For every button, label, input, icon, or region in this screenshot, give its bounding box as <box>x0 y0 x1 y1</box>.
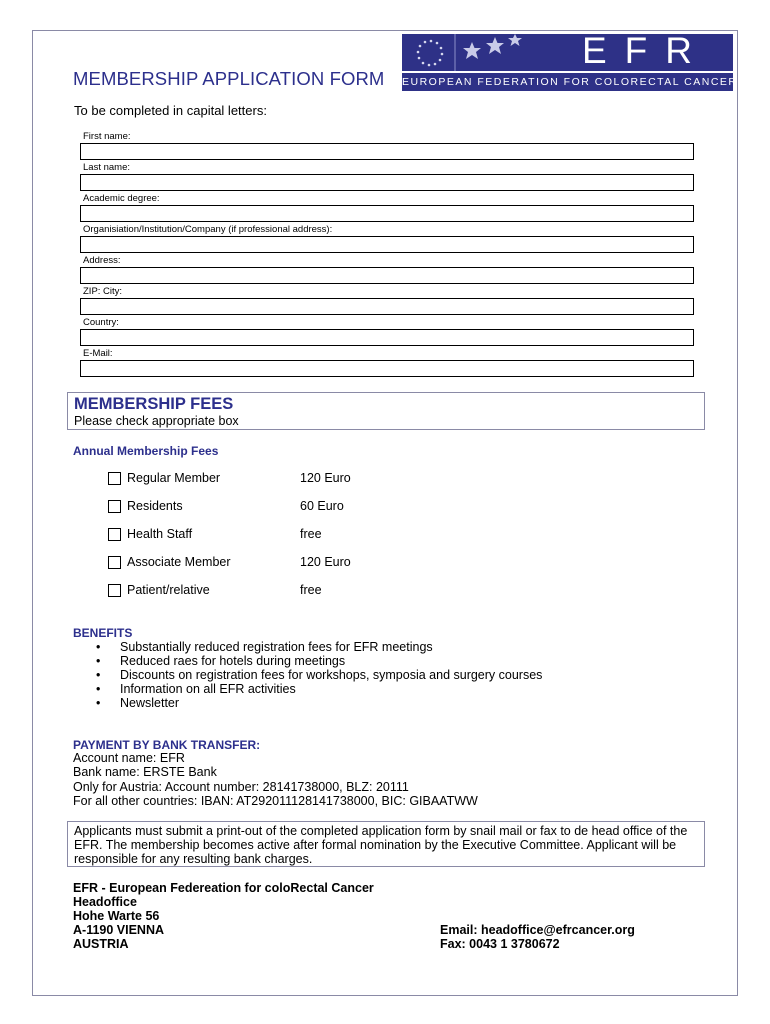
fee-option-price: free <box>300 527 322 541</box>
field-label: ZIP: City: <box>83 286 123 297</box>
membership-fees-header <box>67 392 705 430</box>
bullet-icon: • <box>96 682 101 696</box>
regular-member-checkbox[interactable] <box>108 472 121 485</box>
organisation-field <box>80 223 696 254</box>
head-office-address <box>73 881 374 951</box>
field-label: E-Mail: <box>83 348 113 359</box>
payment-line: Only for Austria: Account number: 28141738000, BLZ: 20111 <box>73 779 409 794</box>
fees-subtitle: Please check appropriate box <box>74 414 239 428</box>
bullet-icon: • <box>96 640 101 654</box>
fee-option-price: 120 Euro <box>300 471 351 485</box>
logo-subtitle: EUROPEAN FEDERATION FOR COLORECTAL CANCER <box>402 73 733 91</box>
address-line: EFR - European Federeation for coloRectal Cancer <box>73 881 374 895</box>
bullet-icon: • <box>96 654 101 668</box>
benefits-heading: BENEFITS <box>73 626 133 640</box>
email-input[interactable] <box>80 360 694 377</box>
address-line: Hohe Warte 56 <box>73 909 160 923</box>
country-field <box>80 316 696 347</box>
contact-info <box>440 923 635 951</box>
logo-letters: EFR <box>582 30 710 71</box>
fee-option-price: 120 Euro <box>300 555 351 569</box>
organisation-input[interactable] <box>80 236 694 253</box>
bullet-icon: • <box>96 696 101 710</box>
fee-option-name: Health Staff <box>127 527 193 541</box>
payment-line: Account name: EFR <box>73 751 185 765</box>
benefit-text: Newsletter <box>120 696 180 710</box>
logo-banner <box>402 30 733 71</box>
last-name-field <box>80 161 696 192</box>
benefit-text: Discounts on registration fees for workshops, symposia and surgery courses <box>120 668 543 682</box>
field-label: Last name: <box>83 162 130 173</box>
bullet-icon: • <box>96 668 101 682</box>
field-label: Academic degree: <box>83 193 160 204</box>
academic-degree-input[interactable] <box>80 205 694 222</box>
benefit-text: Reduced raes for hotels during meetings <box>120 654 346 668</box>
address-field <box>80 254 696 285</box>
page-title: MEMBERSHIP APPLICATION FORM <box>73 68 385 89</box>
benefits-list <box>96 640 542 710</box>
contact-email: Email: headoffice@efrcancer.org <box>440 923 635 937</box>
patient-relative-checkbox[interactable] <box>108 584 121 597</box>
fees-title: MEMBERSHIP FEES <box>74 395 234 413</box>
fee-option-price: free <box>300 583 322 597</box>
last-name-input[interactable] <box>80 174 694 191</box>
efr-logo <box>402 30 738 91</box>
country-input[interactable] <box>80 329 694 346</box>
benefit-text: Substantially reduced registration fees for EFR meetings <box>120 640 433 654</box>
residents-checkbox[interactable] <box>108 500 121 513</box>
field-label: First name: <box>83 131 131 142</box>
payment-details <box>73 751 478 808</box>
fee-option-name: Residents <box>127 499 183 513</box>
field-label: Organisiation/Institution/Company (if professional address): <box>83 224 333 235</box>
payment-line: For all other countries: IBAN: AT292011128141738000, BIC: GIBAATWW <box>73 793 478 808</box>
email-field <box>80 347 696 378</box>
address-line: AUSTRIA <box>73 937 129 951</box>
zip-city-field <box>80 285 696 316</box>
intro-text: To be completed in capital letters: <box>74 103 267 118</box>
payment-heading: PAYMENT BY BANK TRANSFER: <box>73 738 261 752</box>
benefit-text: Information on all EFR activities <box>120 682 296 696</box>
first-name-field <box>80 130 696 161</box>
contact-fax: Fax: 0043 1 3780672 <box>440 937 560 951</box>
list-item <box>96 654 542 668</box>
field-label: Address: <box>83 255 121 266</box>
address-line: A-1190 VIENNA <box>73 923 165 937</box>
field-label: Country: <box>83 317 119 328</box>
fee-option-price: 60 Euro <box>300 499 344 513</box>
list-item <box>96 696 542 710</box>
annual-fees-heading: Annual Membership Fees <box>73 444 219 458</box>
fee-option-name: Patient/relative <box>127 583 210 597</box>
fee-option-name: Associate Member <box>127 555 231 569</box>
submission-notice: Applicants must submit a print-out of the completed application form by snail mail or fax to de head office of the EFR. The membership becomes active after formal nomination by the Executive Committee. Applicant will be responsible for any resulting bank charges. <box>67 821 705 867</box>
address-input[interactable] <box>80 267 694 284</box>
zip-city-input[interactable] <box>80 298 694 315</box>
associate-member-checkbox[interactable] <box>108 556 121 569</box>
payment-line: Bank name: ERSTE Bank <box>73 765 217 780</box>
list-item <box>96 640 542 654</box>
health-staff-checkbox[interactable] <box>108 528 121 541</box>
academic-degree-field <box>80 192 696 223</box>
fee-option-name: Regular Member <box>127 471 221 485</box>
address-line: Headoffice <box>73 895 137 909</box>
first-name-input[interactable] <box>80 143 694 160</box>
applicant-fields <box>80 130 696 378</box>
list-item <box>96 682 542 696</box>
list-item <box>96 668 542 682</box>
